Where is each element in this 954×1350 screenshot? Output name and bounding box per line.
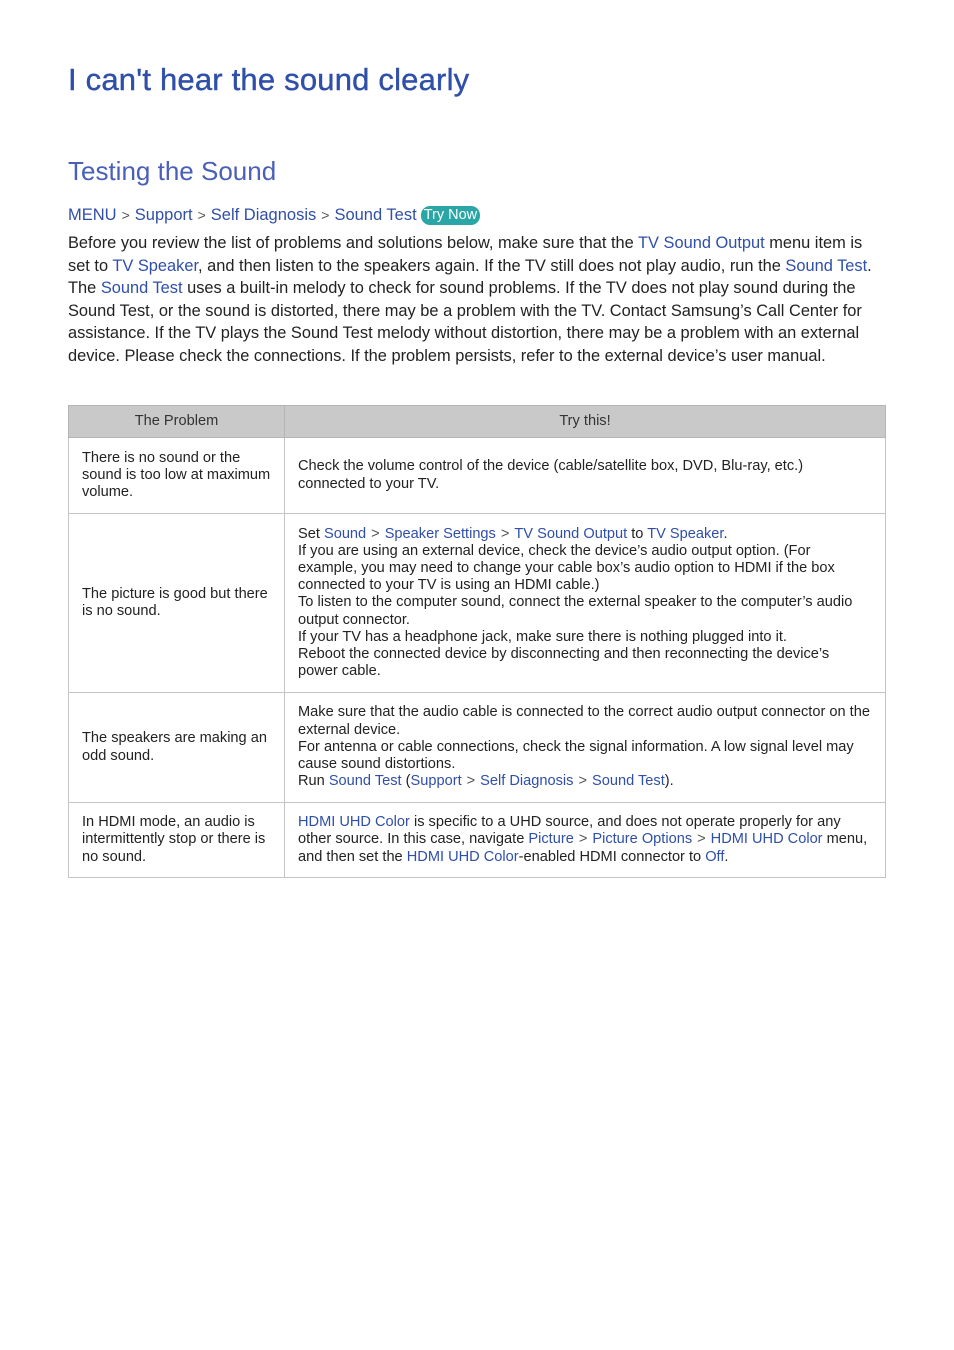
link-sound-test[interactable]: Sound Test	[328, 773, 402, 790]
solution-text: is specific to a UHD source, and does not operate properly for any other source. In this case, navigate	[298, 814, 841, 848]
solution-line: To listen to the computer sound, connect the external speaker to the computer’s audio output connector.	[298, 594, 853, 628]
table-row	[69, 438, 886, 514]
solution-line: For antenna or cable connections, check the signal information. A low signal level may cause sound distortions.	[298, 738, 854, 773]
solution-cell: Check the volume control of the device (cable/satellite box, DVD, Blu-ray, etc.) connected to your TV.	[285, 438, 886, 514]
table-header-row	[69, 406, 886, 438]
intro-text: . The	[68, 256, 872, 297]
link-hdmi-uhd-color[interactable]: HDMI UHD Color	[406, 848, 519, 865]
link-tv-sound-output[interactable]: TV Sound Output	[514, 525, 628, 542]
link-sound[interactable]: Sound	[323, 525, 367, 542]
solution-text: .	[723, 525, 728, 542]
intro-text: , and then listen to the speakers again. If the TV still does not play audio, run the	[198, 256, 786, 275]
section-title: Testing the Sound	[68, 156, 277, 186]
intro-text: uses a built-in melody to check for sound problems. If the TV does not play sound during the Sound Test, or the sound is distorted, there may be a problem with the TV. Contact Samsung’s Call Center for assistance. If the TV plays the Sound Test melody without distortion, there may be a problem with an external device. Please check the connections. If the problem persists, refer to the external device’s user manual.	[68, 279, 862, 365]
try-now-button[interactable]: Try Now	[421, 206, 480, 225]
intro-paragraph	[68, 232, 886, 367]
table-row	[69, 803, 886, 878]
troubleshooting-table	[68, 405, 886, 878]
solution-line	[298, 814, 872, 866]
chevron-right-icon: >	[321, 207, 330, 223]
page-title: I can't hear the sound clearly	[68, 62, 470, 97]
intro-link-sound-test[interactable]: Sound Test	[785, 256, 868, 275]
breadcrumb-sound-test[interactable]: Sound Test	[334, 206, 417, 224]
link-support[interactable]: Support	[410, 773, 462, 790]
chevron-right-icon: >	[578, 831, 588, 848]
column-header-problem: The Problem	[69, 406, 285, 438]
chevron-right-icon: >	[121, 207, 130, 223]
link-picture[interactable]: Picture	[528, 831, 574, 848]
link-speaker-settings[interactable]: Speaker Settings	[384, 525, 496, 542]
link-picture-options[interactable]: Picture Options	[592, 831, 693, 848]
link-sound-test[interactable]: Sound Test	[592, 773, 665, 790]
breadcrumb	[68, 204, 480, 226]
problem-cell: In HDMI mode, an audio is intermittently stop or there is no sound.	[69, 803, 285, 878]
breadcrumb-support[interactable]: Support	[134, 206, 193, 224]
solution-line	[298, 773, 872, 790]
solution-line: If your TV has a headphone jack, make sure there is nothing plugged into it.	[298, 628, 787, 645]
solution-cell	[285, 693, 886, 803]
breadcrumb-menu[interactable]: MENU	[68, 206, 117, 224]
chevron-right-icon: >	[197, 207, 206, 223]
solution-text: (	[401, 773, 411, 790]
solution-text: Run	[298, 773, 329, 790]
solution-text: menu, and then set the	[298, 831, 868, 865]
solution-line: Reboot the connected device by disconnecting and then reconnecting the device’s power cable.	[298, 646, 830, 680]
link-self-diagnosis[interactable]: Self Diagnosis	[480, 773, 574, 790]
breadcrumb-self-diagnosis[interactable]: Self Diagnosis	[210, 206, 317, 224]
chevron-right-icon: >	[500, 525, 510, 542]
solution-text: to	[627, 525, 648, 542]
solution-cell	[285, 803, 886, 878]
problem-cell: There is no sound or the sound is too low at maximum volume.	[69, 438, 285, 514]
solution-line: If you are using an external device, check the device’s audio output option. (For example, you may need to change your cable box’s audio option to HDMI if the box connected to your TV is using an HDMI cable.)	[298, 542, 835, 594]
link-tv-speaker[interactable]: TV Speaker	[647, 525, 724, 542]
column-header-try-this: Try this!	[285, 406, 886, 438]
chevron-right-icon: >	[697, 831, 706, 848]
solution-text: ).	[664, 773, 674, 790]
link-hdmi-uhd-color[interactable]: HDMI UHD Color	[710, 831, 823, 848]
intro-link-tv-sound-output[interactable]: TV Sound Output	[638, 234, 765, 252]
chevron-right-icon: >	[578, 773, 587, 790]
intro-text: menu item is set to	[68, 234, 863, 275]
problem-cell: The speakers are making an odd sound.	[69, 693, 285, 803]
table-row	[69, 693, 886, 803]
link-hdmi-uhd-color[interactable]: HDMI UHD Color	[298, 814, 410, 831]
intro-link-tv-speaker[interactable]: TV Speaker	[112, 256, 199, 275]
solution-text: -enabled HDMI connector to	[518, 848, 706, 865]
solution-cell	[285, 514, 886, 693]
chevron-right-icon: >	[371, 525, 380, 542]
intro-text: Before you review the list of problems and solutions below, make sure that the	[68, 234, 639, 252]
table-row	[69, 514, 886, 693]
solution-text: .	[724, 848, 729, 865]
solution-text: Set	[298, 525, 324, 542]
solution-line: Make sure that the audio cable is connected to the correct audio output connector on the external device.	[298, 704, 870, 738]
solution-line	[298, 526, 872, 543]
chevron-right-icon: >	[466, 773, 476, 790]
problem-cell: The picture is good but there is no sound.	[69, 514, 285, 693]
link-off[interactable]: Off	[705, 848, 725, 865]
intro-link-sound-test[interactable]: Sound Test	[100, 279, 183, 297]
